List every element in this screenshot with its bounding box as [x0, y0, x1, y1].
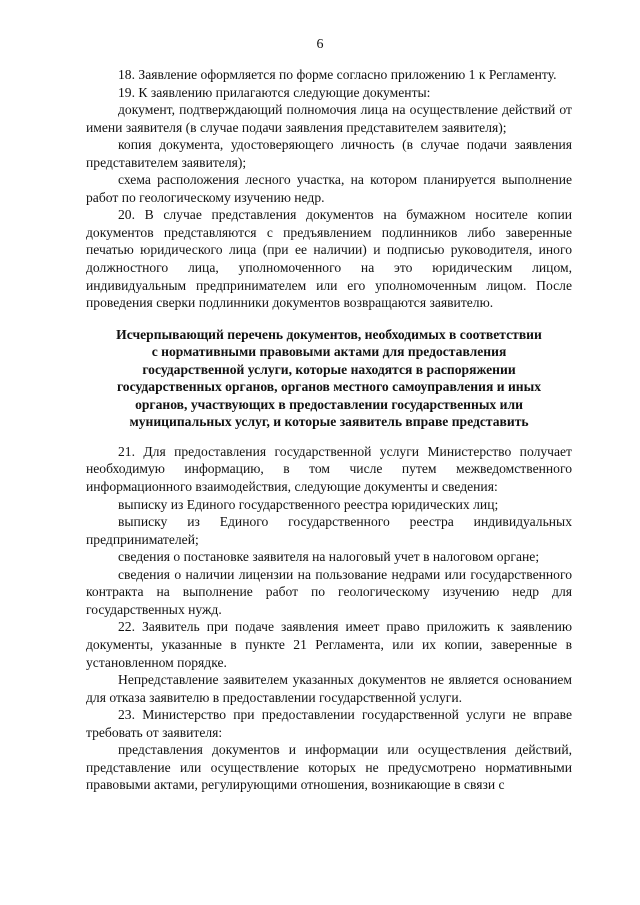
paragraph-20: 20. В случае представления документов на бумажном носителе копии документов представляются с предъявлением подлинников либо заверенные печатью юридического лица (при ее наличии) и подписью руководителя, иного должностного лица, уполномоченного на это юридическим лицом, индивидуальным предпринимателем или его уполномоченным лицом. После проведения сверки подлинники документов возвращаются заявителю.	[86, 207, 572, 311]
list-item-tax-registration: сведения о постановке заявителя на налоговый учет в налоговом органе;	[118, 549, 540, 565]
list-item-prohibited-requirements: представления документов и информации или осуществления действий, представление или осуществление которых не предусмотрено нормативными правовыми актами, регулирующими отношения, возникающие в связи с	[86, 742, 572, 793]
list-item-authority-document: документ, подтверждающий полномочия лица на осуществление действий от имени заявителя (в случае подачи заявления представителем заявителя);	[86, 102, 572, 135]
list-item-legal-entities-registry: выписку из Единого государственного реестра юридических лиц;	[118, 496, 499, 512]
list-item-entrepreneurs-registry: выписку из Единого государственного реестра индивидуальных предпринимателей;	[86, 514, 572, 547]
list-item-identity-copy: копия документа, удостоверяющего личность (в случае подачи заявления представителем заявителя);	[86, 137, 572, 170]
paragraph-22: 22. Заявитель при подаче заявления имеет право приложить к заявлению документы, указанные в пункте 21 Регламента, или их копии, заверенные в установленном порядке.	[86, 619, 572, 670]
document-body	[86, 66, 572, 794]
list-item-forest-plot-scheme: схема расположения лесного участка, на котором планируется выполнение работ по геологическому изучению недр.	[86, 172, 572, 205]
paragraph-19: 19. К заявлению прилагаются следующие документы:	[118, 84, 431, 100]
paragraph-18: 18. Заявление оформляется по форме согласно приложению 1 к Регламенту.	[118, 67, 557, 82]
paragraph-non-submission: Непредставление заявителем указанных документов не является основанием для отказа заявителю в предоставлении государственной услуги.	[86, 672, 572, 705]
paragraph-23: 23. Министерство при предоставлении государственной услуги не вправе требовать от заявителя:	[86, 707, 572, 740]
page-number: 6	[316, 37, 324, 52]
section-heading: Исчерпывающий перечень документов, необходимых в соответствии с нормативными правовыми актами для предоставления государственной услуги, которые находятся в распоряжении государственных органов, органов местного самоуправления и иных органов, участвующих в предоставлении государственных или муниципальных услуг, и которые заявитель вправе представить	[116, 326, 542, 430]
list-item-subsoil-license: сведения о наличии лицензии на пользование недрами или государственного контракта на выполнение работ по геологическому изучению недр для государственных нужд.	[86, 566, 572, 617]
paragraph-21: 21. Для предоставления государственной услуги Министерство получает необходимую информацию, в том числе путем межведомственного информационного взаимодействия, следующие документы и сведения:	[86, 443, 572, 495]
